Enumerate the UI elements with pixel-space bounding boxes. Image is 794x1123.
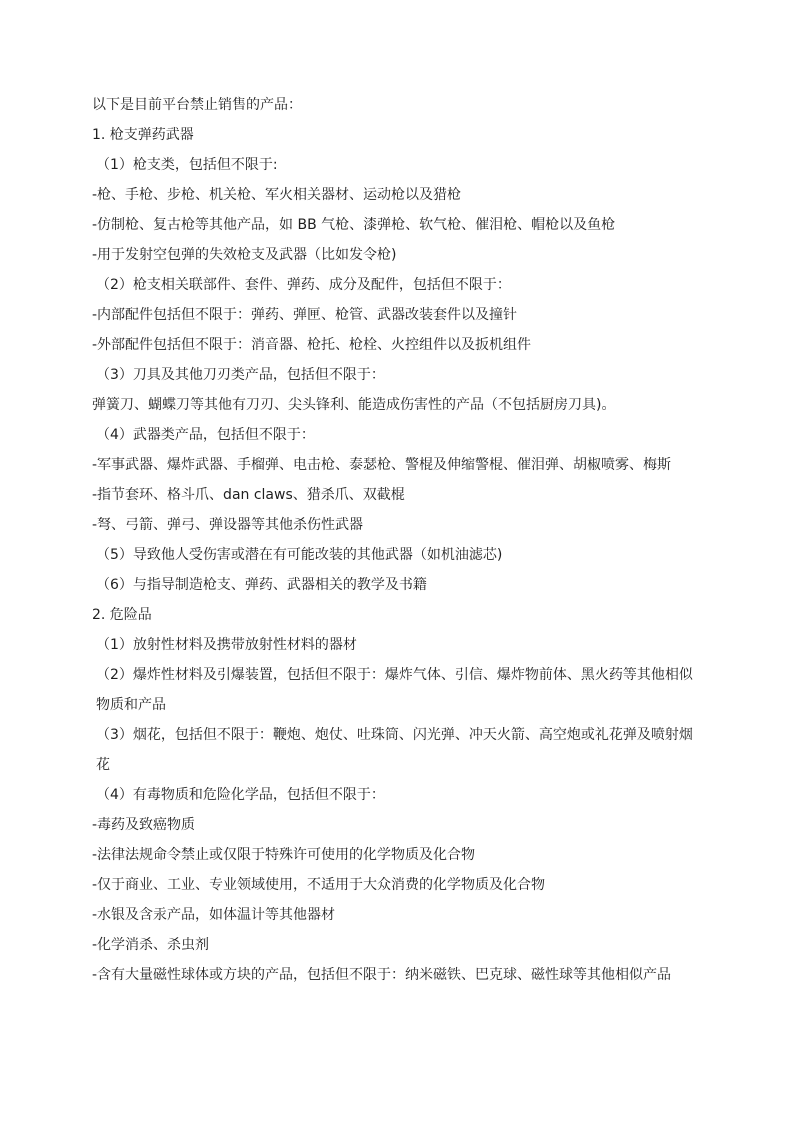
list-item: 弹簧刀、蝴蝶刀等其他有刀刃、尖头锋利、能造成伤害性的产品（不包括厨房刀具)。 xyxy=(92,397,616,413)
list-item: -仿制枪、复古枪等其他产品，如 BB 气枪、漆弹枪、软气枪、催泪枪、帽枪以及鱼枪 xyxy=(92,217,616,233)
subheading-firearms: （1）枪支类，包括但不限于: xyxy=(96,157,278,173)
list-item: -水银及含汞产品，如体温计等其他器材 xyxy=(92,907,336,923)
list-item: -法律法规命令禁止或仅限于特殊许可使用的化学物质及化合物 xyxy=(92,847,476,863)
list-item: -毒药及致癌物质 xyxy=(92,817,196,833)
list-item: -内部配件包括但不限于：弹药、弹匣、枪管、武器改装套件以及撞针 xyxy=(92,307,518,323)
list-item: -用于发射空包弹的失效枪支及武器（比如发令枪) xyxy=(92,247,397,263)
subheading-radioactive: （1）放射性材料及携带放射性材料的器材 xyxy=(96,637,357,653)
subheading-other-weapons: （5）导致他人受伤害或潜在有可能改装的其他武器（如机油滤芯) xyxy=(96,547,503,563)
list-item: -含有大量磁性球体或方块的产品，包括但不限于：纳米磁铁、巴克球、磁性球等其他相似产品 xyxy=(92,967,672,983)
subheading-toxic: （4）有毒物质和危险化学品，包括但不限于： xyxy=(96,787,385,803)
subheading-firearm-parts: （2）枪支相关联部件、套件、弹药、成分及配件，包括但不限于： xyxy=(96,277,511,293)
list-item: -化学消杀、杀虫剂 xyxy=(92,937,210,953)
subheading-fireworks: （3）烟花，包括但不限于：鞭炮、炮仗、吐珠筒、闪光弹、冲天火箭、高空炮或礼花弹及喷射烟花 xyxy=(96,727,693,773)
list-item: -外部配件包括但不限于：消音器、枪托、枪栓、火控组件以及扳机组件 xyxy=(92,337,532,353)
list-item: -军事武器、爆炸武器、手榴弹、电击枪、泰瑟枪、警棍及伸缩警棍、催泪弹、胡椒喷雾、梅斯 xyxy=(92,457,672,473)
section-heading-hazardous: 2. 危险品 xyxy=(92,607,152,623)
subheading-weapons: （4）武器类产品，包括但不限于： xyxy=(96,427,315,443)
list-item: -指节套环、格斗爪、dan claws、猎杀爪、双截棍 xyxy=(92,487,405,503)
subheading-explosives: （2）爆炸性材料及引爆装置，包括但不限于：爆炸气体、引信、爆炸物前体、黑火药等其他相似物质和产品 xyxy=(96,667,693,713)
subheading-weapon-instruction: （6）与指导制造枪支、弹药、武器相关的教学及书籍 xyxy=(96,577,427,593)
subheading-knives: （3）刀具及其他刀刃类产品，包括但不限于： xyxy=(96,367,385,383)
list-item: -弩、弓箭、弹弓、弹设器等其他杀伤性武器 xyxy=(92,517,364,533)
list-item: -枪、手枪、步枪、机关枪、军火相关器材、运动枪以及猎枪 xyxy=(92,187,462,203)
list-item: -仅于商业、工业、专业领域使用，不适用于大众消费的化学物质及化合物 xyxy=(92,877,546,893)
section-heading-weapons: 1. 枪支弹药武器 xyxy=(92,127,194,143)
document-page xyxy=(92,90,700,990)
intro-text: 以下是目前平台禁止销售的产品： xyxy=(92,97,302,113)
